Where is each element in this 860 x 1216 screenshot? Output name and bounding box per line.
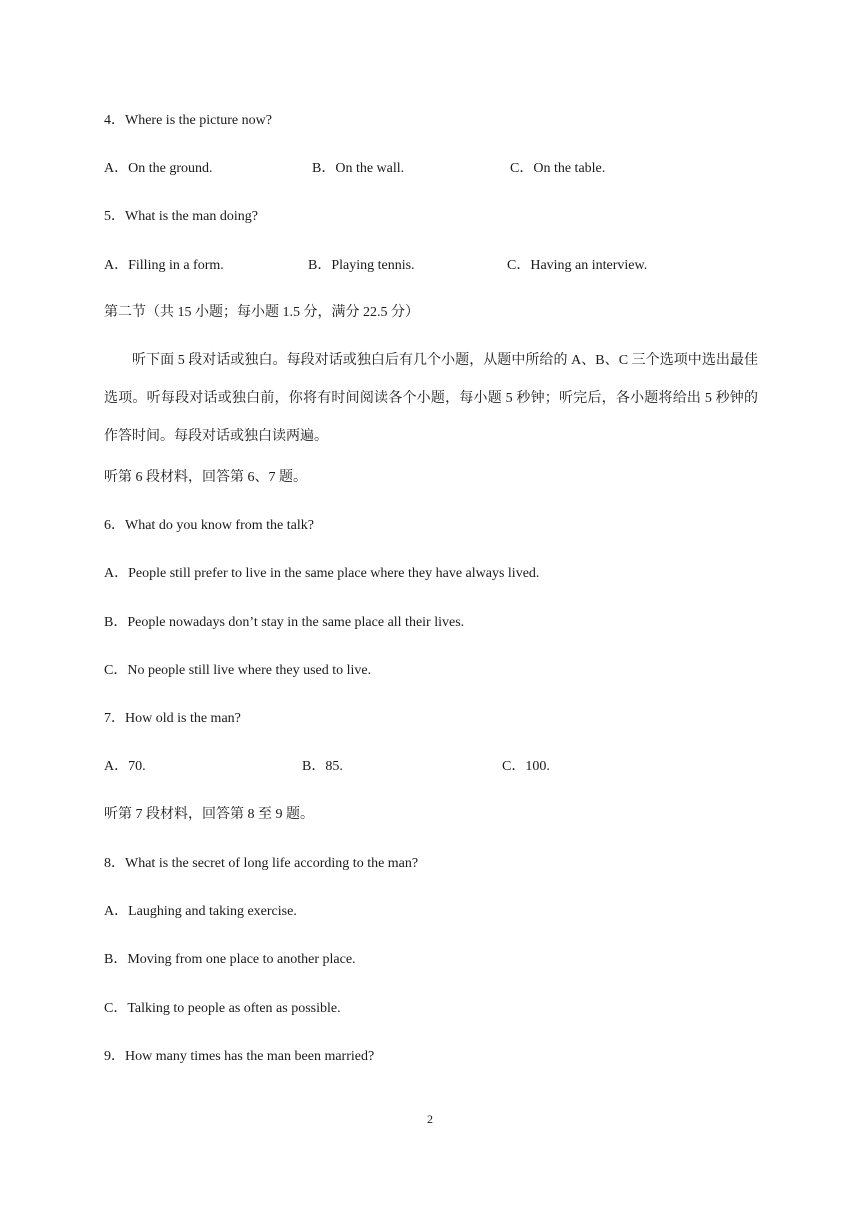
question-7-stem: 7．How old is the man?	[104, 711, 241, 726]
question-5-stem: 5．What is the man doing?	[104, 209, 258, 224]
question-9-stem: 9．How many times has the man been married?	[104, 1049, 375, 1064]
question-7-option-a: A．70.	[104, 759, 146, 774]
question-7-option-c: C．100.	[502, 759, 550, 774]
question-4-option-b: B．On the wall.	[312, 161, 405, 176]
question-6-option-a: A．People still prefer to live in the same place where they have always lived.	[104, 566, 540, 581]
material-6-heading: 听第 6 段材料，回答第 6、7 题。	[104, 470, 307, 485]
question-6-option-c: C．No people still live where they used to live.	[104, 663, 372, 678]
question-5-option-b: B．Playing tennis.	[308, 258, 415, 273]
page-number: 2	[427, 1112, 433, 1126]
question-4-stem: 4．Where is the picture now?	[104, 113, 272, 128]
question-8-option-c: C．Talking to people as often as possible.	[104, 1001, 341, 1016]
question-6-option-b: B．People nowadays don’t stay in the same place all their lives.	[104, 615, 465, 630]
question-5-option-a: A．Filling in a form.	[104, 258, 224, 273]
question-8-stem: 8．What is the secret of long life according to the man?	[104, 856, 419, 871]
section-2-instructions: 听下面 5 段对话或独白。每段对话或独白后有几个小题，从题中所给的 A、B、C 三个选项中选出最佳选项。听每段对话或独白前，你将有时间阅读各个小题，每小题 5 秒钟；听完后，各小题将给出 5 秒钟的作答时间。每段对话或独白读两遍。	[104, 353, 758, 444]
question-5-option-c: C．Having an interview.	[507, 258, 648, 273]
question-8-option-a: A．Laughing and taking exercise.	[104, 904, 297, 919]
question-4-option-c: C．On the table.	[510, 161, 606, 176]
material-7-heading: 听第 7 段材料，回答第 8 至 9 题。	[104, 807, 314, 822]
question-7-option-b: B．85.	[302, 759, 343, 774]
question-8-option-b: B．Moving from one place to another place.	[104, 952, 356, 967]
question-4-option-a: A．On the ground.	[104, 161, 213, 176]
question-6-stem: 6．What do you know from the talk?	[104, 518, 314, 533]
section-2-heading: 第二节（共 15 小题；每小题 1.5 分，满分 22.5 分）	[104, 305, 419, 320]
